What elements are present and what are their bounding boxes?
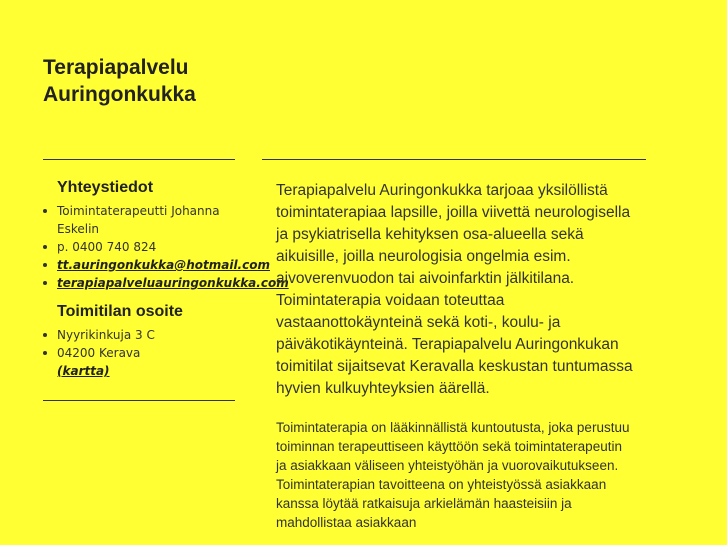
body-paragraph: Toimintaterapia on lääkinnällistä kuntoutusta, joka perustuu toiminnan terapeuttiseen käyttöön sekä toimintaterapeutin ja asiakkaan väliseen yhteistyöhän ja vuorovaikutukseen. Toimintaterapian tavoitteena on yhteistyössä asiakkaan kanssa löytää ratkaisuja arkielämän haasteisiin ja mahdollistaa asiakkaan bbox=[276, 420, 630, 530]
sidebar bbox=[43, 178, 289, 380]
address-postal: 04200 Kerava bbox=[57, 346, 141, 360]
contact-website-item bbox=[43, 274, 289, 292]
map-link[interactable]: (kartta) bbox=[57, 364, 110, 378]
map-link-item bbox=[43, 362, 283, 380]
site-title-line-2: Auringonkukka bbox=[43, 83, 196, 106]
contact-name: Toimintaterapeutti Johanna Eskelin bbox=[57, 204, 220, 236]
website-link[interactable]: terapiapalveluauringonkukka.com bbox=[57, 276, 289, 290]
bullet-icon bbox=[43, 245, 47, 249]
bullet-icon bbox=[43, 209, 47, 213]
main-content bbox=[276, 180, 636, 532]
sidebar-divider-top bbox=[43, 159, 235, 160]
site-title-line-1: Terapiapalvelu bbox=[43, 56, 189, 79]
contact-list bbox=[43, 202, 289, 292]
contact-phone: p. 0400 740 824 bbox=[57, 240, 157, 254]
contact-phone-item bbox=[43, 238, 283, 256]
address-street: Nyyrikinkuja 3 C bbox=[57, 328, 155, 342]
bullet-icon bbox=[43, 281, 47, 285]
intro-paragraph: Terapiapalvelu Auringonkukka tarjoaa yksilöllistä toimintaterapiaa lapsille, joilla viivettä neurologisella ja psykiatrisella kehityksen osa-alueella sekä aikuisille, joilla neurologisia ongelmia esim. aivoverenvuodon tai aivoinfarktin jälkitilana. Toimintaterapia voidaan toteuttaa vastaanottokäynteinä sekä koti-, koulu- ja päiväkotikäynteinä. Terapiapalvelu Auringonkukan toimitilat sijaitsevat Keravalla keskustan tuntumassa hyvien kulkuyhteyksien äärellä. bbox=[276, 182, 633, 397]
contact-name-item bbox=[43, 202, 283, 238]
bullet-icon bbox=[43, 333, 47, 337]
address-postal-item bbox=[43, 344, 283, 362]
main-divider-top bbox=[262, 159, 646, 160]
sidebar-divider-bottom bbox=[43, 400, 235, 401]
site-title bbox=[43, 54, 303, 108]
bullet-icon bbox=[43, 263, 47, 267]
contact-heading: Yhteystiedot bbox=[57, 179, 154, 196]
address-street-item bbox=[43, 326, 283, 344]
bullet-icon bbox=[43, 351, 47, 355]
email-link[interactable]: tt.auringonkukka@hotmail.com bbox=[57, 258, 270, 272]
address-list bbox=[43, 326, 283, 380]
address-heading: Toimitilan osoite bbox=[57, 303, 183, 320]
contact-email-item bbox=[43, 256, 283, 274]
